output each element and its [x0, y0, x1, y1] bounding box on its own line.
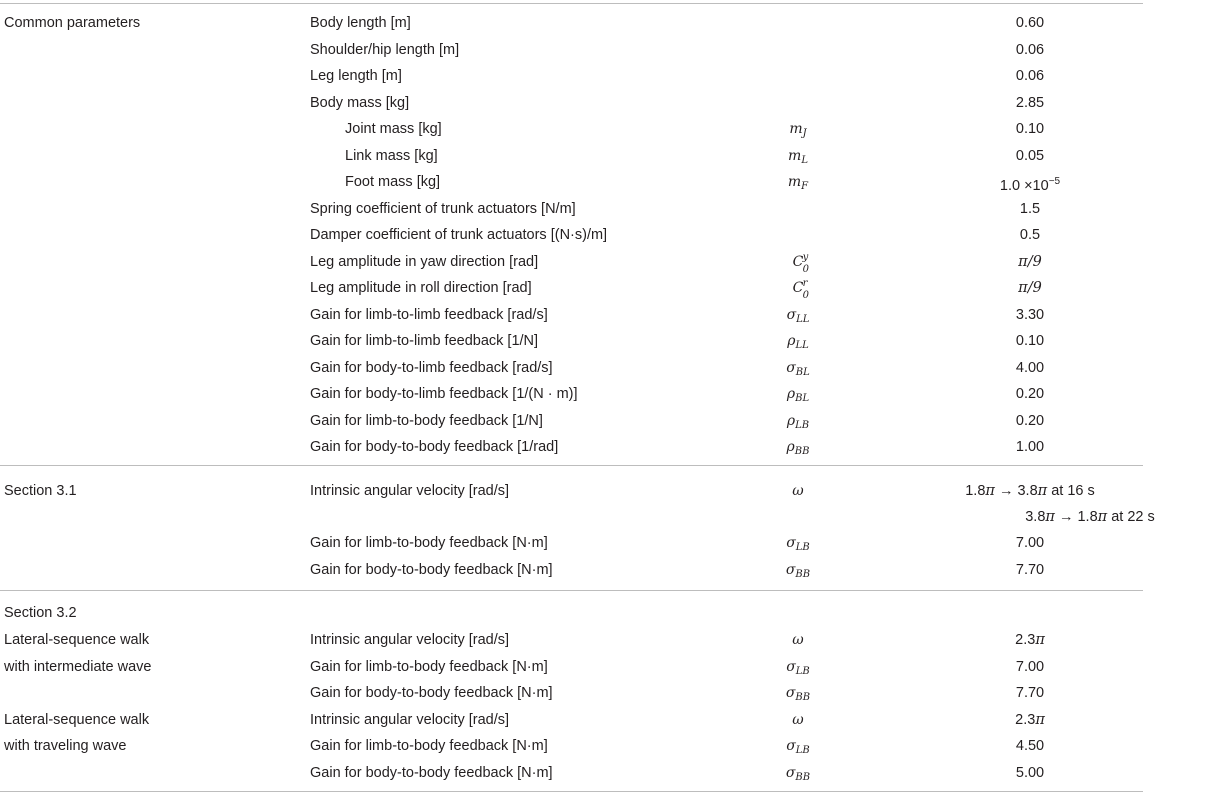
- param-description: Gain for body-to-body feedback [N·m]: [310, 561, 553, 578]
- param-value: 2.3π: [1015, 711, 1045, 728]
- group-label-lateral-traveling: Lateral-sequence walk: [4, 711, 150, 728]
- param-value: π/9: [1018, 253, 1042, 270]
- group-label-lateral-intermediate: Lateral-sequence walk: [4, 632, 150, 648]
- param-value: 1.00: [1015, 439, 1045, 455]
- param-description: Gain for limb-to-body feedback [N·m]: [310, 535, 548, 551]
- param-description: Gain for limb-to-body feedback [N·m]: [310, 658, 548, 675]
- param-value: 5.00: [1015, 764, 1045, 781]
- param-symbol: $\sigma_{LB}$: [786, 658, 810, 677]
- param-description: Leg length [m]: [310, 68, 402, 84]
- param-description: Joint mass [kg]: [345, 121, 442, 137]
- param-description: Gain for body-to-body feedback [1/rad]: [310, 439, 559, 455]
- param-value: 0.10: [1015, 121, 1045, 137]
- param-symbol: $\sigma_{LB}$: [786, 535, 810, 553]
- param-value: 0.20: [1015, 386, 1045, 402]
- param-symbol: ω: [792, 483, 804, 499]
- param-value: π/9: [1018, 280, 1042, 296]
- param-symbol: $\sigma_{BL}$: [786, 359, 810, 378]
- table-row: [0, 199, 1143, 225]
- param-description: Leg amplitude in roll direction [rad]: [310, 280, 532, 296]
- group-label-section-3-2: Section 3.2: [4, 605, 77, 621]
- group-label-lateral-intermediate-cont: with intermediate wave: [4, 658, 152, 675]
- param-description: Body mass [kg]: [310, 94, 410, 111]
- section-rule: [0, 590, 1143, 591]
- group-label-lateral-traveling-cont: with traveling wave: [4, 738, 127, 754]
- table-top-rule: [0, 3, 1143, 4]
- param-description: Gain for body-to-body feedback [N·m]: [310, 685, 553, 701]
- table-row: [0, 560, 1143, 586]
- param-value: 7.70: [1015, 685, 1045, 701]
- param-description: Gain for limb-to-limb feedback [rad/s]: [310, 306, 548, 323]
- param-value: 1.5: [1019, 200, 1041, 217]
- param-symbol: C r 0: [792, 278, 810, 301]
- param-symbol: $\sigma_{BB}$: [785, 685, 811, 703]
- param-value: 3.30: [1015, 306, 1045, 323]
- table-row: [0, 384, 1143, 410]
- param-value: 0.06: [1015, 41, 1045, 58]
- table-row: [0, 603, 1143, 629]
- param-description: Gain for body-to-limb feedback [1/(N · m)]: [310, 386, 578, 402]
- table-row: [0, 630, 1143, 656]
- param-value: 0.20: [1015, 412, 1045, 429]
- table-row: [0, 305, 1143, 331]
- param-value: 0.60: [1015, 15, 1045, 31]
- param-description: Gain for body-to-body feedback [N·m]: [310, 764, 553, 781]
- param-description: Intrinsic angular velocity [rad/s]: [310, 632, 510, 648]
- param-description: Spring coefficient of trunk actuators [N/m]: [310, 200, 576, 217]
- param-symbol: $\rho_{BL}$: [786, 386, 810, 404]
- table-row: [0, 437, 1143, 463]
- group-label-common: Common parameters: [4, 15, 141, 31]
- table-row: [0, 533, 1143, 559]
- param-symbol: $\rho_{LL}$: [787, 333, 809, 351]
- table-row: [0, 119, 1143, 145]
- param-description: Leg amplitude in yaw direction [rad]: [310, 253, 539, 270]
- param-description: Damper coefficient of trunk actuators [(N·s)/m]: [310, 227, 608, 243]
- param-value: 0.05: [1015, 147, 1045, 164]
- param-symbol: $\rho_{LB}$: [786, 412, 810, 431]
- param-value: 0.10: [1015, 333, 1045, 349]
- param-value: $1.0 \times 10^{-5}$: [999, 176, 1061, 194]
- param-symbol: $m_L$: [788, 147, 808, 166]
- table-row: [0, 225, 1143, 251]
- table-row: [0, 146, 1143, 172]
- table-row: [0, 358, 1143, 384]
- param-symbol: $m_F$: [787, 174, 809, 192]
- param-description: Body length [m]: [310, 15, 411, 31]
- table-row: [0, 252, 1143, 278]
- table-row: [0, 331, 1143, 357]
- param-symbol: $\sigma_{LL}$: [786, 306, 810, 325]
- param-description: Gain for limb-to-body feedback [N·m]: [310, 738, 548, 754]
- param-symbol: C y 0: [792, 251, 810, 275]
- param-symbol: $\sigma_{LB}$: [786, 738, 810, 756]
- table-row: [0, 710, 1143, 736]
- param-value: 2.3π: [1015, 632, 1045, 648]
- param-symbol: $\sigma_{BB}$: [785, 764, 811, 783]
- table-row: [0, 93, 1143, 119]
- param-symbol: $m_J$: [789, 121, 807, 139]
- param-value: 4.00: [1015, 359, 1045, 376]
- table-row: [0, 40, 1143, 66]
- param-value: 7.70: [1015, 561, 1045, 578]
- table-row: [0, 172, 1143, 198]
- param-description: Foot mass [kg]: [345, 174, 441, 190]
- param-value: 7.00: [1015, 535, 1045, 551]
- table-row: [0, 763, 1143, 789]
- param-description: Gain for limb-to-limb feedback [1/N]: [310, 333, 539, 349]
- param-description: Shoulder/hip length [m]: [310, 41, 460, 58]
- param-value: 7.00: [1015, 658, 1045, 675]
- table-row: [0, 411, 1143, 437]
- table-row: [0, 481, 1143, 507]
- param-symbol: ω: [792, 711, 804, 728]
- table-row: [0, 683, 1143, 709]
- table-row: [0, 278, 1143, 304]
- param-symbol: $\rho_{BB}$: [786, 439, 810, 457]
- param-value: 2.85: [1015, 94, 1045, 111]
- param-description: Gain for limb-to-body feedback [1/N]: [310, 412, 543, 429]
- param-description: Intrinsic angular velocity [rad/s]: [310, 711, 510, 728]
- section-rule: [0, 465, 1143, 466]
- param-description: Gain for body-to-limb feedback [rad/s]: [310, 359, 553, 376]
- param-description: Link mass [kg]: [345, 147, 438, 164]
- param-value: 3.8π → 1.8π at 22 s: [1025, 509, 1155, 525]
- table-bottom-rule: [0, 791, 1143, 792]
- param-symbol: $\sigma_{BB}$: [785, 561, 811, 580]
- table-row: [0, 657, 1143, 683]
- table-row: [0, 13, 1143, 39]
- table-row: [0, 66, 1143, 92]
- param-value: 0.5: [1019, 227, 1041, 243]
- param-value: 4.50: [1015, 738, 1045, 754]
- param-value: 1.8π → 3.8π at 16 s: [965, 483, 1095, 499]
- table-row: [0, 736, 1143, 762]
- table-row: [0, 507, 1155, 533]
- param-description: Intrinsic angular velocity [rad/s]: [310, 483, 510, 499]
- param-symbol: ω: [792, 632, 804, 648]
- group-label-section-3-1: Section 3.1: [4, 483, 77, 499]
- param-value: 0.06: [1015, 68, 1045, 84]
